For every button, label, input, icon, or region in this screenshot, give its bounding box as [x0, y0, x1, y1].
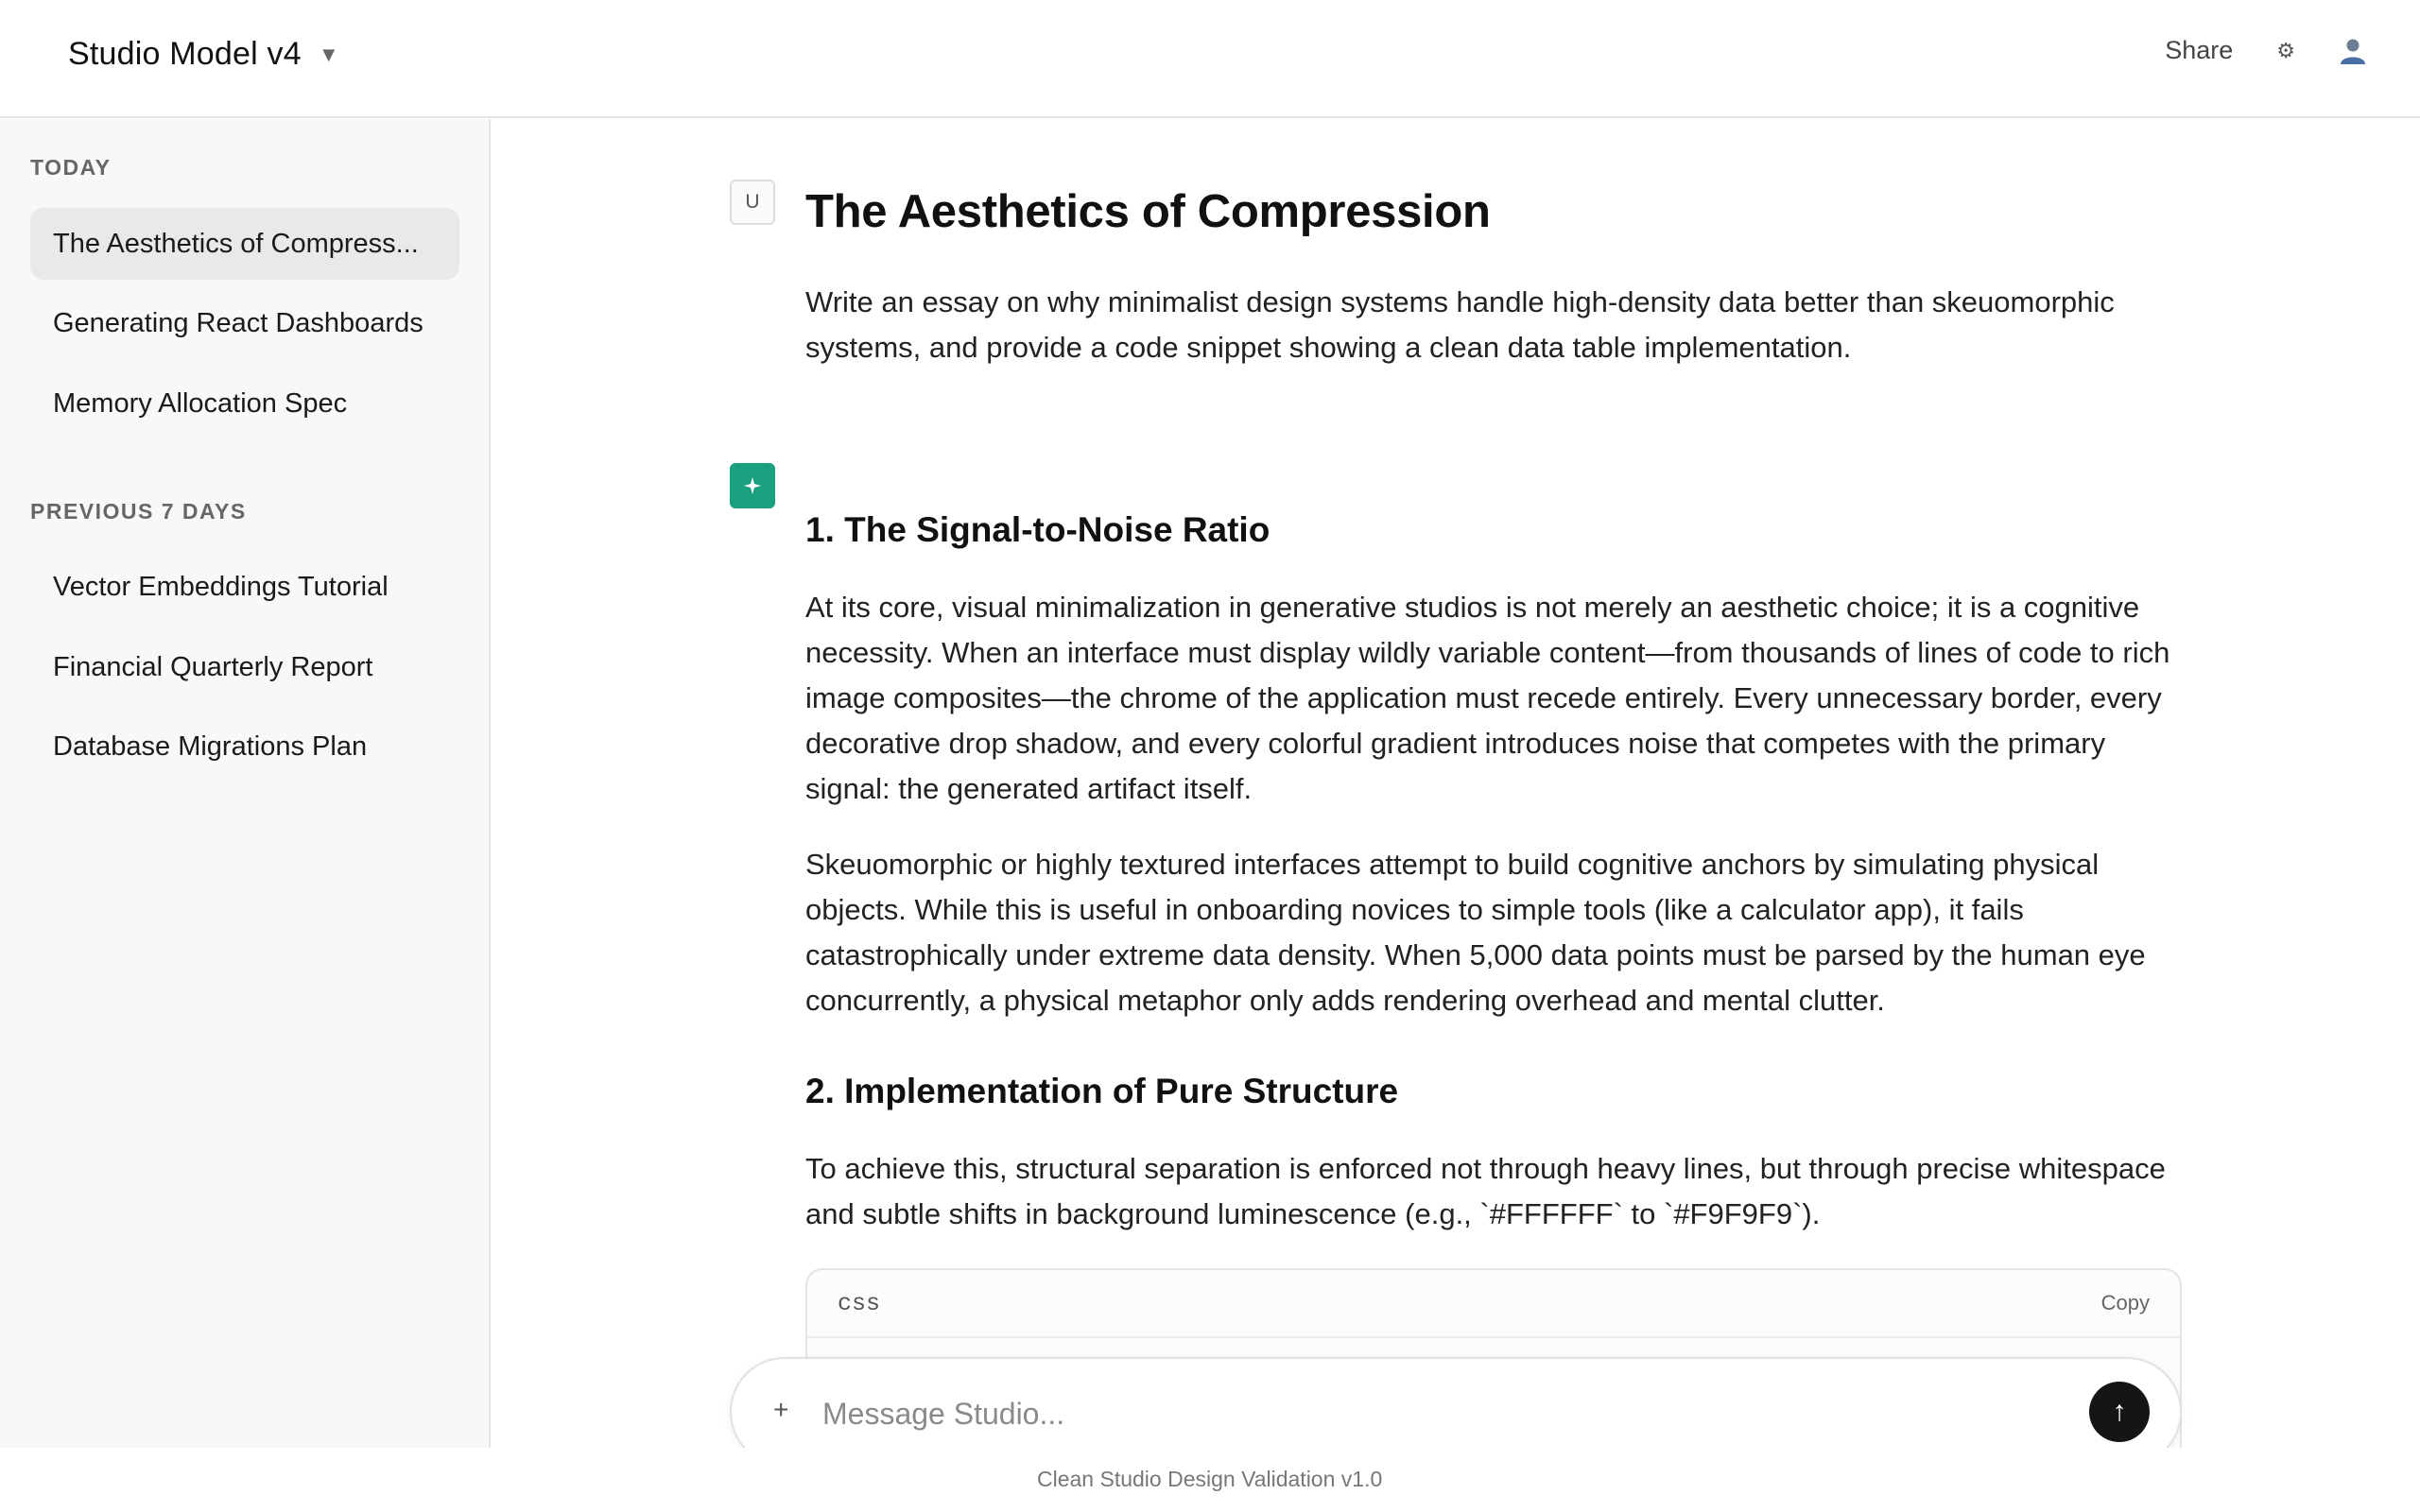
- model-selector[interactable]: [68, 36, 339, 73]
- sidebar-item-label: Memory Allocation Spec: [53, 387, 348, 419]
- response-heading-2: 2. Implementation of Pure Structure: [805, 1072, 1399, 1110]
- code-language-label: css: [838, 1289, 881, 1317]
- sidebar: [0, 119, 491, 1448]
- sidebar-item-financial-report[interactable]: [30, 631, 459, 703]
- user-avatar: U: [730, 180, 775, 225]
- gear-icon[interactable]: ⚙: [2276, 38, 2295, 62]
- sidebar-item-label: Vector Embeddings Tutorial: [53, 571, 389, 602]
- sidebar-item-react-dashboards[interactable]: [30, 287, 459, 359]
- sidebar-item-label: Financial Quarterly Report: [53, 651, 373, 682]
- share-button[interactable]: Share: [2165, 36, 2234, 64]
- sidebar-section-previous: PREVIOUS 7 DAYS: [30, 499, 247, 524]
- send-button[interactable]: ↑: [2089, 1382, 2150, 1442]
- user-prompt: Write an essay on why minimalist design systems handle high-density data better than skeuomorphic systems, and provide a code snippet showing a clean data table implementation.: [805, 285, 2115, 364]
- footer: [0, 1448, 2420, 1512]
- attach-plus-icon[interactable]: +: [773, 1395, 789, 1424]
- sidebar-item-label: The Aesthetics of Compress...: [53, 228, 419, 259]
- code-block-header: [807, 1270, 2180, 1338]
- response-heading-1: 1. The Signal-to-Noise Ratio: [805, 510, 1270, 549]
- sidebar-item-vector-embeddings[interactable]: [30, 551, 459, 623]
- response-paragraph-3: To achieve this, structural separation is enforced not through heavy lines, but through precise whitespace and subtle shifts in background luminescence (e.g., `#FFFFFF` to `#F9F9F9`).: [805, 1152, 2166, 1230]
- footer-text: Clean Studio Design Validation v1.0: [1037, 1467, 1383, 1491]
- top-actions: [2165, 36, 2367, 65]
- response-paragraph-1: At its core, visual minimalization in generative studios is not merely an aesthetic choice; it is a cognitive necessity. When an interface must display wildly variable content—from thousands of lines of code to rich image composites—the chrome of the application must recede entirely. Every unnecessary border, every decorative drop shadow, and every colorful gradient introduces noise that competes with the primary signal: the generated artifact itself.: [805, 591, 2170, 805]
- sidebar-item-memory-allocation[interactable]: [30, 368, 459, 439]
- chevron-down-icon: ▼: [318, 42, 339, 66]
- user-icon[interactable]: [2339, 37, 2367, 65]
- message-input[interactable]: [822, 1387, 2051, 1440]
- sidebar-item-label: Database Migrations Plan: [53, 730, 368, 762]
- top-bar: [0, 0, 2420, 118]
- response-paragraph-2: Skeuomorphic or highly textured interfaces attempt to build cognitive anchors by simulating physical objects. While this is useful in onboarding novices to simple tools (like a calculator app), it fails catastrophically under extreme data density. When 5,000 data points must be parsed by the human eye concurrently, a physical metaphor only adds rendering overhead and mental clutter.: [805, 848, 2146, 1017]
- model-name: Studio Model v4: [68, 36, 302, 72]
- sidebar-item-database-migrations[interactable]: [30, 711, 459, 782]
- sidebar-item-aesthetics[interactable]: [30, 208, 459, 280]
- sidebar-item-label: Generating React Dashboards: [53, 307, 424, 338]
- message-title: The Aesthetics of Compression: [805, 186, 1491, 237]
- sidebar-section-today: TODAY: [30, 155, 112, 180]
- sparkle-icon: [742, 475, 763, 496]
- assistant-avatar: [730, 463, 775, 508]
- copy-code-button[interactable]: Copy: [2100, 1291, 2150, 1314]
